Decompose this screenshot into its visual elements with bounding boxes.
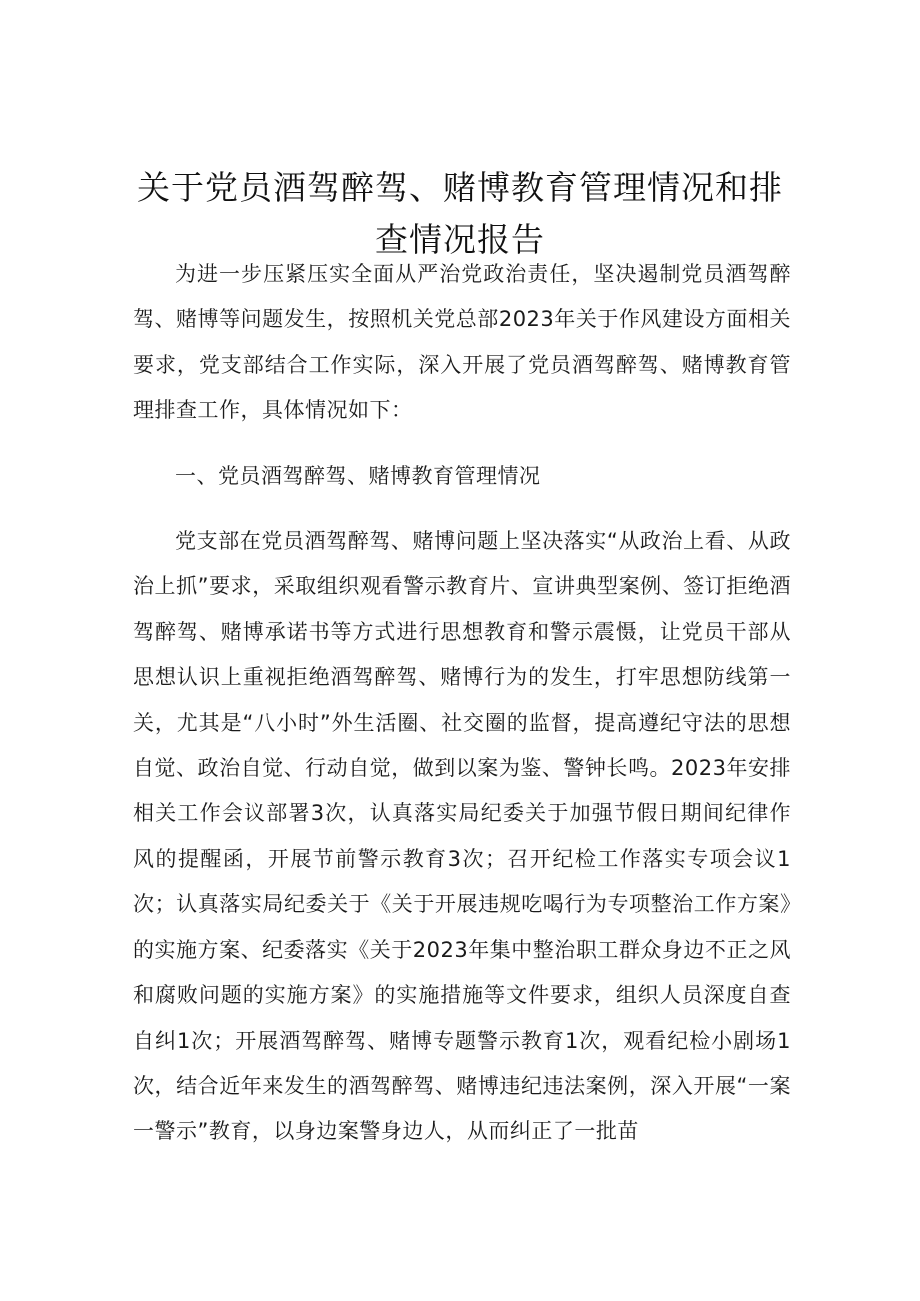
title-line-1: 关于党员酒驾醉驾、赌博教育管理情况和排 [137,168,783,208]
section-1-paragraph: 党支部在党员酒驾醉驾、赌博问题上坚决落实“从政治上看、从政治上抓”要求，采取组织观看警示教育片、宣讲典型案例、签订拒绝酒驾醉驾、赌博承诺书等方式进行思想教育和警示震慑，让党员干部从思想认识上重视拒绝酒驾醉驾、赌博行为的发生，打牢思想防线第一关，尤其是“八小时”外生活圈、社交圈的监督，提高遵纪守法的思想自觉、政治自觉、行动自觉，做到以案为鉴、警钟长鸣。2023年安排相关工作会议部署3次，认真落实局纪委关于加强节假日期间纪律作风的提醒函，开展节前警示教育3次；召开纪检工作落实专项会议1次；认真落实局纪委关于《关于开展违规吃喝行为专项整治工作方案》的实施方案、纪委落实《关于2023年集中整治职工群众身边不正之风和腐败问题的实施方案》的实施措施等文件要求，组织人员深度自查自纠1次；开展酒驾醉驾、赌博专题警示教育1次，观看纪检小剧场1次，结合近年来发生的酒驾醉驾、赌博违纪违法案例，深入开展“一案一警示”教育，以身边案警身边人，从而纠正了一批苗 [133,529,791,1144]
section-1-heading: 一、党员酒驾醉驾、赌博教育管理情况 [175,463,541,488]
intro-paragraph: 为进一步压紧压实全面从严治党政治责任，坚决遏制党员酒驾醉驾、赌博等问题发生，按照机关党总部2023年关于作风建设方面相关要求，党支部结合工作实际，深入开展了党员酒驾醉驾、赌博教育管理排查工作，具体情况如下： [133,262,791,423]
document-body [133,252,791,1155]
title-line-2: 查情况报告 [375,220,545,260]
document-title [120,162,800,266]
